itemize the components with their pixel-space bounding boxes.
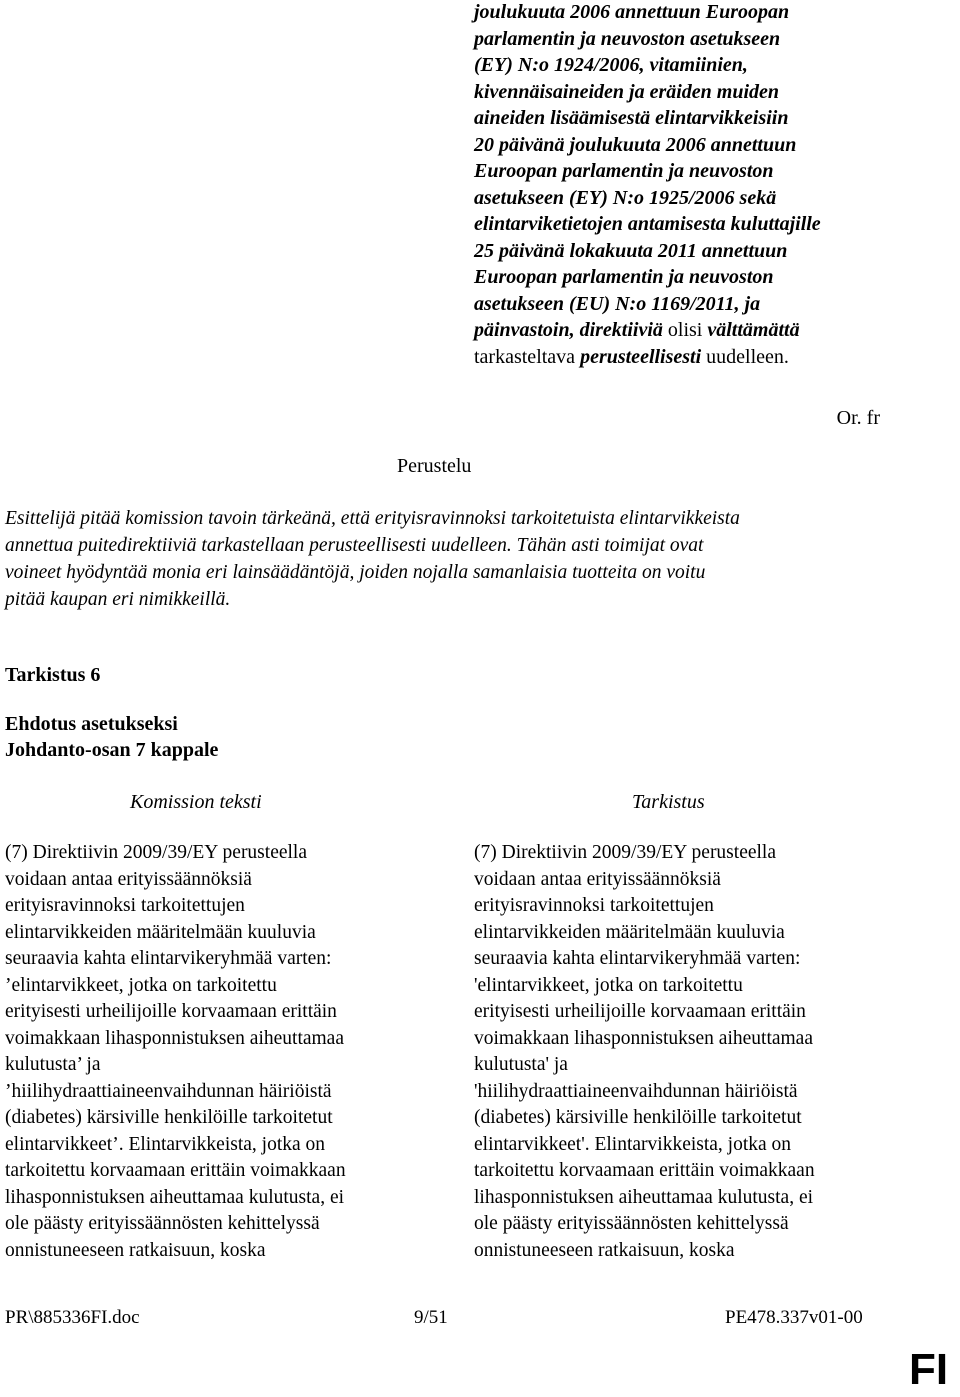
emphasized-text: (EY) N:o 1924/2006, vitamiinien, [474, 54, 748, 76]
justification-text [5, 505, 885, 613]
continuation-line [474, 52, 954, 79]
justification-line: annettua puitedirektiiviä tarkastellaan perusteellisesti uudelleen. Tähän asti toimijat ovat [5, 535, 704, 556]
amendment-text-line: ole päästy erityissäännösten kehittelyssä [474, 1213, 789, 1234]
justification-line: pitää kaupan eri nimikkeillä. [5, 589, 231, 610]
commission-text-line: ’elintarvikkeet, jotka on tarkoitettu [5, 974, 277, 996]
continuation-line [474, 291, 954, 318]
amendment-text-line: elintarvikkeet'. Elintarvikkeista, jotka on [474, 1133, 792, 1155]
amendment-text-line: kulutusta' ja [474, 1054, 568, 1075]
emphasized-text: päinvastoin, direktiiviä [474, 319, 663, 341]
commission-text-line: seuraavia kahta elintarvikeryhmää varten: [5, 948, 332, 969]
amendment-text-line: voidaan antaa erityissäännöksiä [474, 868, 721, 890]
commission-text-line: voidaan antaa erityissäännöksiä [5, 868, 252, 890]
continuation-line [474, 238, 954, 265]
emphasized-text: kivennäisaineiden ja eräiden muiden [474, 80, 780, 103]
emphasized-text: asetukseen (EU) N:o 1169/2011, ja [474, 292, 761, 315]
amendment-text-line: (diabetes) kärsiville henkilöille tarkoitetut [474, 1107, 802, 1128]
justification-heading: Perustelu [397, 455, 472, 477]
commission-text-line: ole päästy erityissäännösten kehittelyssä [5, 1213, 320, 1234]
commission-text-line: kulutusta’ ja [5, 1054, 101, 1075]
emphasized-text: joulukuuta 2006 annettuun Euroopan [474, 1, 790, 23]
commission-text-column [5, 840, 425, 1264]
proposal-line: Ehdotus asetukseksi [5, 713, 178, 735]
emphasized-text: Euroopan parlamentin ja neuvoston [474, 266, 774, 288]
emphasized-text: asetukseen (EY) N:o 1925/2006 sekä [474, 186, 777, 209]
amendment-text-line: (7) Direktiivin 2009/39/EY perusteella [474, 842, 776, 863]
amendment-header: Tarkistus [632, 791, 705, 813]
footer-pe-ref: PE478.337v01-00 [725, 1307, 863, 1328]
commission-text-line: onnistuneeseen ratkaisuun, koska [5, 1239, 266, 1261]
emphasized-text: välttämättä [707, 319, 800, 341]
commission-text-line: (7) Direktiivin 2009/39/EY perusteella [5, 842, 307, 863]
emphasized-text: 20 päivänä joulukuuta 2006 annettuun [474, 133, 797, 156]
emphasized-text: Euroopan parlamentin ja neuvoston [474, 160, 774, 182]
amendment-text-line: onnistuneeseen ratkaisuun, koska [474, 1239, 735, 1261]
proposal-line: Johdanto-osan 7 kappale [5, 739, 219, 761]
continuation-line [474, 264, 954, 291]
amendment-text-line: erityisesti urheilijoille korvaamaan erittäin [474, 1001, 806, 1022]
commission-text-line: elintarvikkeet’. Elintarvikkeista, jotka on [5, 1133, 326, 1155]
amendment-text-line: tarkoitettu korvaamaan erittäin voimakkaan [474, 1160, 815, 1181]
continuation-text [474, 0, 954, 370]
justification-line: Esittelijä pitää komission tavoin tärkeänä, että erityisravinnoksi tarkoitetuista elintarvikkeista [5, 508, 740, 529]
commission-text-line: elintarvikkeiden määritelmään kuuluvia [5, 921, 316, 943]
continuation-line [474, 26, 954, 53]
emphasized-text: perusteellisesti [580, 345, 702, 368]
continuation-line [474, 344, 954, 371]
continuation-line [474, 0, 954, 26]
emphasized-text: 25 päivänä lokakuuta 2011 annettuun [474, 239, 788, 262]
plain-text: uudelleen. [701, 345, 789, 368]
commission-text-line: (diabetes) kärsiville henkilöille tarkoitetut [5, 1107, 333, 1128]
amendment-text-line: erityisravinnoksi tarkoitettujen [474, 895, 714, 916]
proposal-reference [5, 711, 218, 763]
amendment-text-line: voimakkaan lihasponnistuksen aiheuttamaa [474, 1027, 813, 1049]
continuation-line [474, 185, 954, 212]
justification-line: voineet hyödyntää monia eri lainsäädäntöjä, joiden nojalla samanlaisia tuotteita on voitu [5, 562, 706, 583]
amendment-title: Tarkistus 6 [5, 664, 101, 686]
commission-text-line: erityisravinnoksi tarkoitettujen [5, 895, 245, 916]
emphasized-text: elintarviketietojen antamisesta kuluttajille [474, 213, 821, 235]
plain-text: tarkasteltava [474, 345, 581, 368]
continuation-line [474, 105, 954, 132]
commission-text-line: erityisesti urheilijoille korvaamaan erittäin [5, 1001, 337, 1022]
continuation-line [474, 211, 954, 238]
amendment-text-line: 'elintarvikkeet, jotka on tarkoitettu [474, 974, 743, 996]
commission-text-header: Komission teksti [130, 791, 262, 813]
emphasized-text: aineiden lisäämisestä elintarvikkeisiin [474, 107, 789, 129]
plain-text: olisi [662, 319, 708, 341]
continuation-line [474, 132, 954, 159]
amendment-text-column [474, 840, 894, 1264]
amendment-text-line: lihasponnistuksen aiheuttamaa kulutusta, ei [474, 1186, 814, 1208]
footer-doc-ref: PR\885336FI.doc [5, 1307, 140, 1328]
footer-page-number: 9/51 [414, 1307, 448, 1328]
amendment-text-line: elintarvikkeiden määritelmään kuuluvia [474, 921, 785, 943]
commission-text-line: ’hiilihydraattiaineenvaihdunnan häiriöistä [5, 1080, 332, 1102]
emphasized-text: parlamentin ja neuvoston asetukseen [474, 27, 781, 50]
amendment-text-line: seuraavia kahta elintarvikeryhmää varten: [474, 948, 801, 969]
continuation-line [474, 317, 954, 344]
continuation-line [474, 158, 954, 185]
commission-text-line: lihasponnistuksen aiheuttamaa kulutusta, ei [5, 1186, 345, 1208]
commission-text-line: tarkoitettu korvaamaan erittäin voimakkaan [5, 1160, 346, 1181]
original-language-note: Or. fr [836, 407, 880, 429]
continuation-line [474, 79, 954, 106]
amendment-text-line: 'hiilihydraattiaineenvaihdunnan häiriöistä [474, 1080, 798, 1102]
language-tag: FI [909, 1345, 949, 1394]
commission-text-line: voimakkaan lihasponnistuksen aiheuttamaa [5, 1027, 344, 1049]
